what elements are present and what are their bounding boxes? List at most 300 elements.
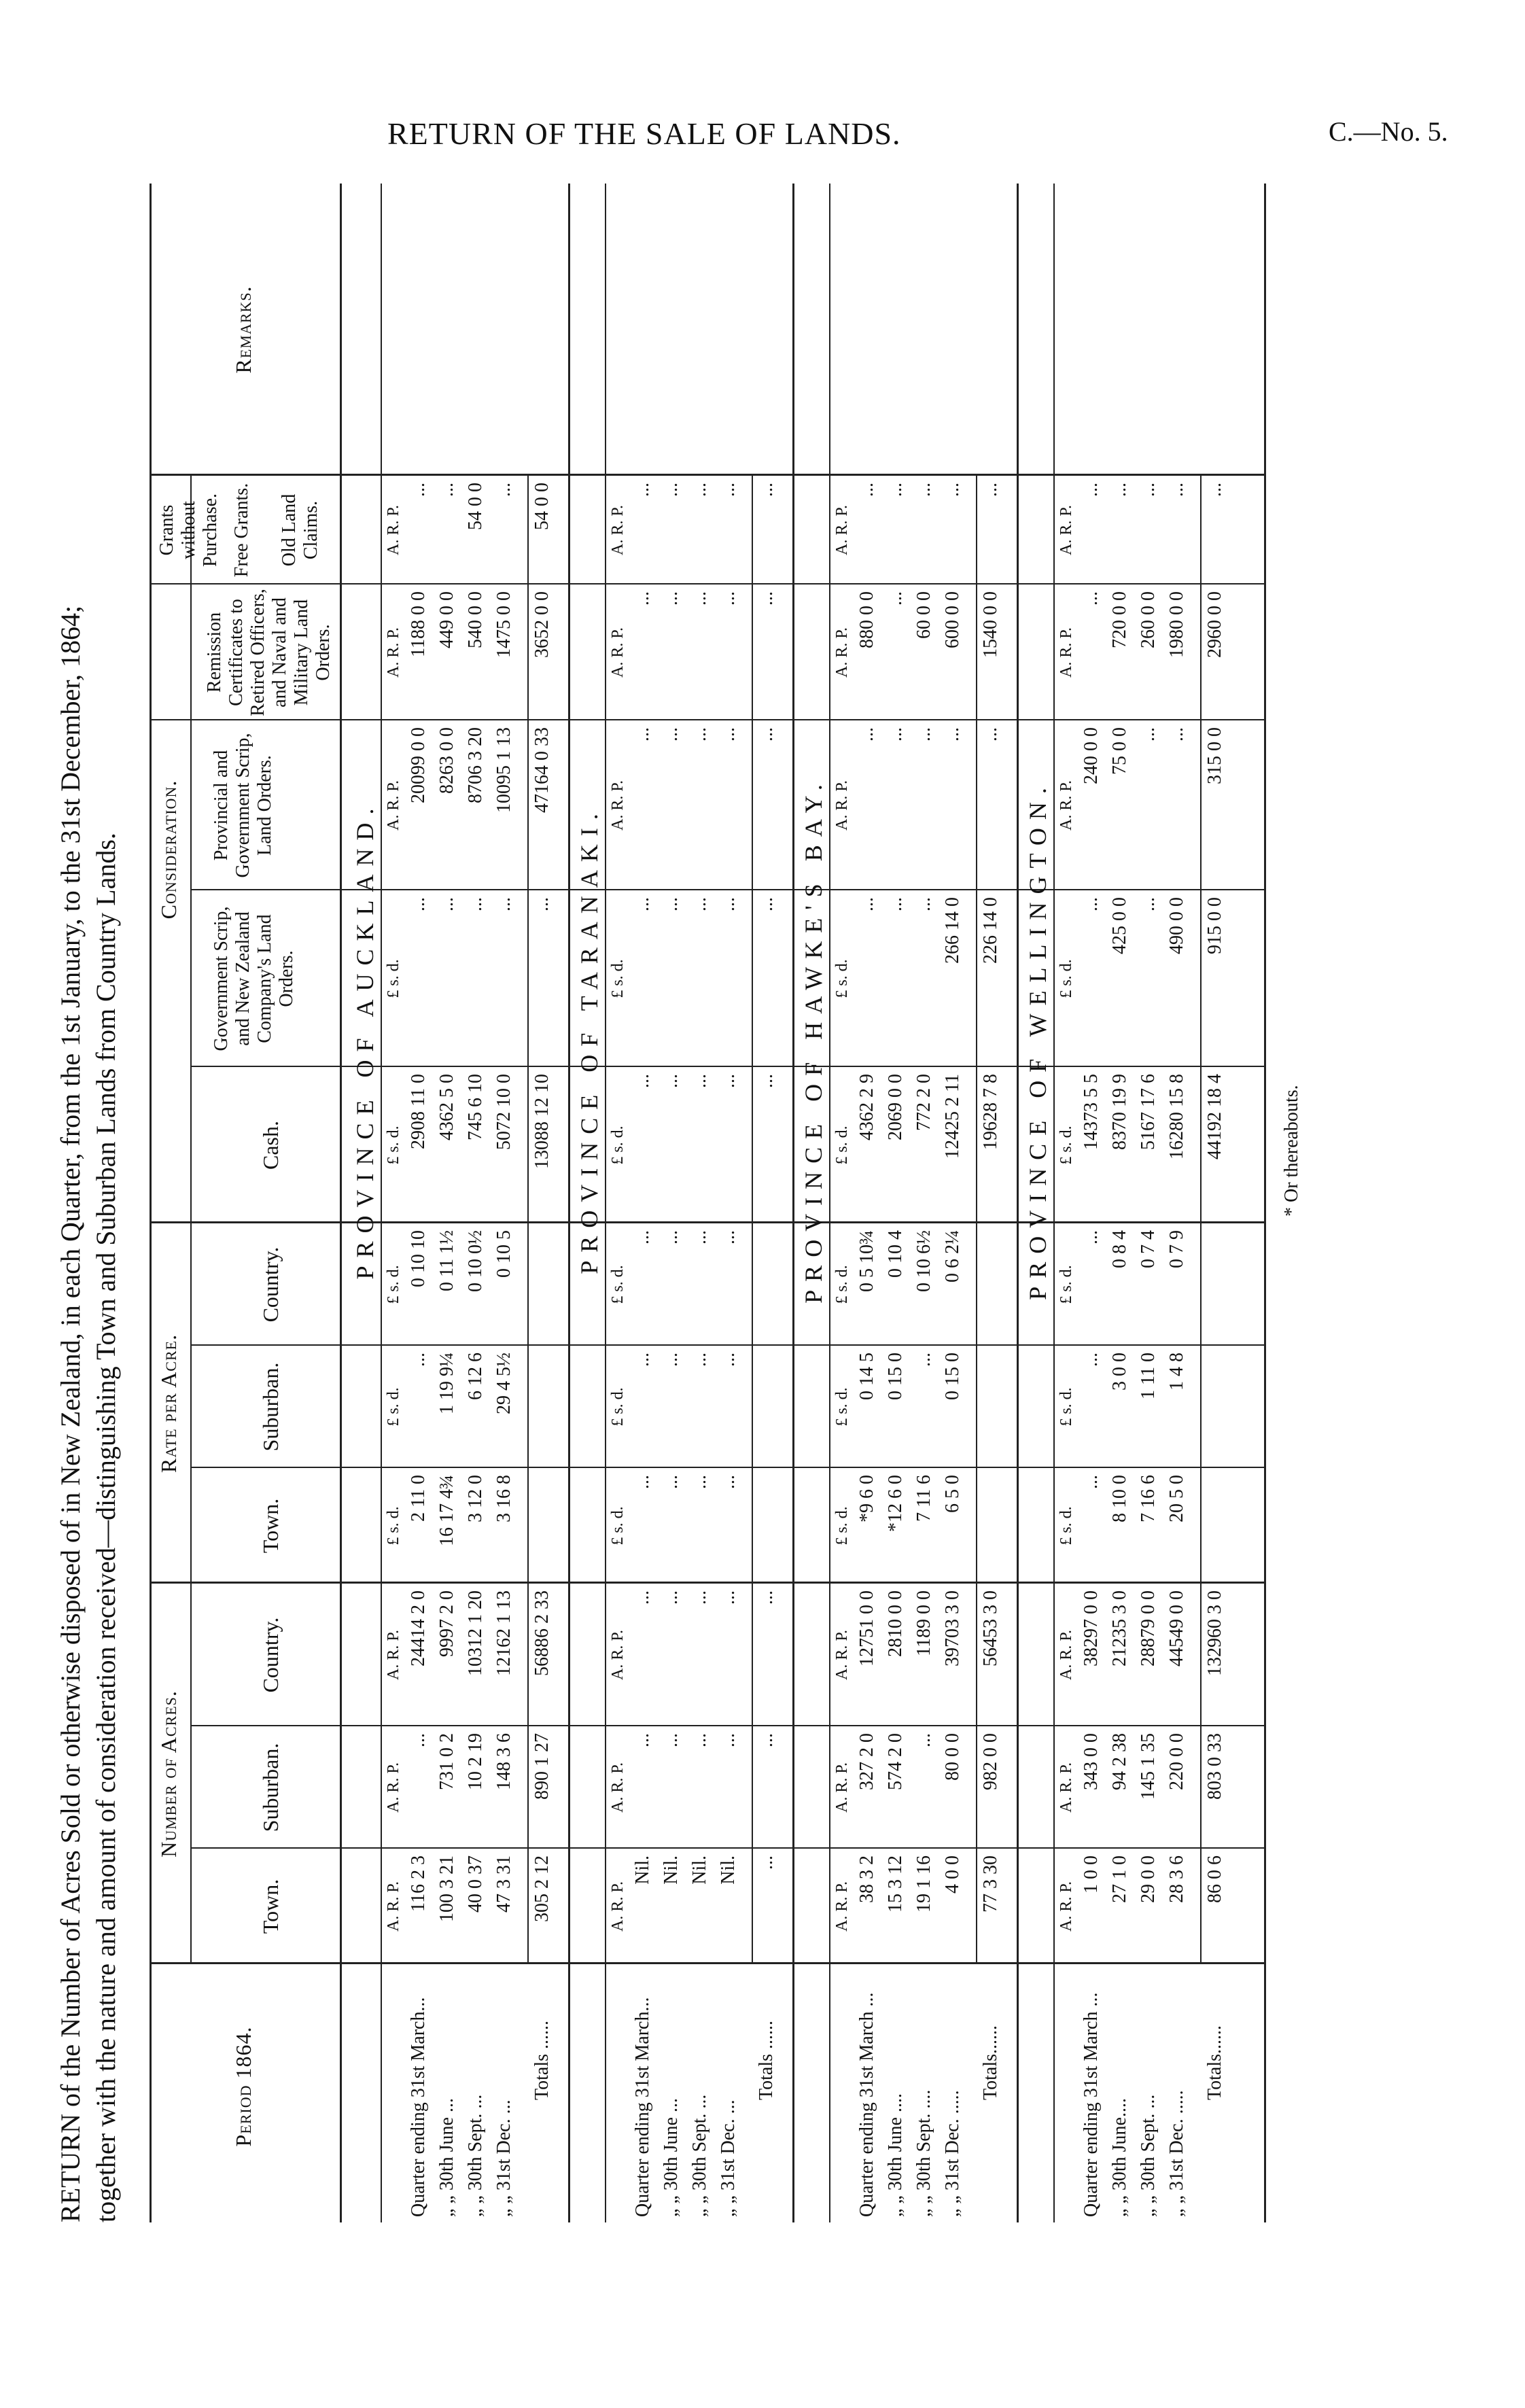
unit-header: £ s. d. [609,1126,627,1165]
province-banner-rule [1053,184,1055,2222]
totals-cell: 54 0 0 [531,483,553,530]
col-rate-suburban: Suburban. [258,1362,283,1452]
period-label: Quarter ending 31st March... [408,1997,429,2217]
table-cell: 1 11 0 [1138,1353,1159,1399]
table-cell: 260 0 0 [1138,591,1159,648]
table-cell: ... [718,1230,739,1244]
period-label: „ „ 30th Sept. .... [913,2089,934,2217]
table-cell: ... [632,1353,653,1367]
table-cell: ... [632,1590,653,1605]
table-cell: 3 0 0 [1109,1353,1130,1391]
table-cell: ... [493,897,514,911]
table-cell: 148 3 6 [493,1733,514,1790]
table-cell: ... [913,897,934,911]
totals-cell: 86 0 6 [1204,1855,1225,1903]
totals-rule [752,476,753,1964]
table-cell: 0 6 2¼ [942,1230,963,1282]
table-cell: 4 0 0 [942,1855,963,1894]
table-cell: 94 2 38 [1109,1733,1130,1790]
table-cell: 100 3 21 [436,1855,457,1922]
unit-header: A. R. P. [385,780,402,831]
table-cell: 0 7 9 [1166,1230,1187,1268]
unit-header: A. R. P. [1057,780,1075,831]
totals-cell: 56886 2 33 [531,1590,553,1676]
table-cell: 720 0 0 [1109,591,1130,648]
province-banner: PROVINCE OF TARANAKI. [576,805,603,1274]
col-period: Period 1864. [231,2026,256,2147]
col-number-of-acres: Number of Acres. [156,1690,181,1857]
table-cell: ... [632,483,653,497]
table-cell: Nil. [632,1855,653,1885]
table-cell: 5167 17 6 [1138,1074,1159,1150]
totals-label: Totals ...... [756,2020,777,2100]
totals-cell: ... [1204,483,1225,497]
totals-cell: 305 2 12 [531,1855,553,1922]
unit-header: A. R. P. [833,504,851,556]
rule-rate-country [150,1221,1264,1223]
table-cell: 540 0 0 [465,591,486,648]
table-cell: ... [1166,483,1187,497]
rule-acres-sub [190,1584,192,1964]
table-cell: ... [885,483,906,497]
col-cash: Cash. [258,1121,283,1170]
unit-header: £ s. d. [1057,1265,1075,1304]
table-cell: ... [408,1733,429,1747]
table-cell: 116 2 3 [408,1855,429,1912]
unit-header: A. R. P. [385,627,402,678]
table-cell: ... [718,1475,739,1489]
table-cell: 3 16 8 [493,1475,514,1522]
table-top-rule [150,184,152,2222]
period-label: „ „ 30th Sept. ... [465,2094,486,2217]
table-cell: 20099 0 0 [408,727,429,803]
totals-cell: ... [531,897,553,911]
table-cell: 9997 2 0 [436,1590,457,1657]
table-cell: ... [689,1353,710,1367]
totals-label: Totals ...... [531,2020,553,2100]
province-banner-rule [829,184,830,2222]
table-cell: 490 0 0 [1166,897,1187,954]
table-cell: 0 5 10¾ [856,1230,877,1292]
rule-remission [150,583,1264,584]
rule-consideration-sub [190,476,192,1223]
col-rate-town: Town. [258,1498,283,1554]
table-cell: 12751 0 0 [856,1590,877,1667]
totals-cell: 3652 0 0 [531,591,553,658]
table-cell: ... [661,1590,682,1605]
province-banner: PROVINCE OF AUCKLAND. [351,800,379,1280]
totals-cell: 1540 0 0 [980,591,1001,658]
table-cell: 12162 1 13 [493,1590,514,1676]
totals-cell: 803 0 33 [1204,1733,1225,1800]
col-govt-scrip-nz: Government Scrip, and New Zealand Company's Land Orders. [211,906,297,1051]
table-cell: ... [689,1230,710,1244]
period-label: „ „ 30th June ... [436,2098,457,2217]
table-cell: ... [1109,483,1130,497]
table-cell: ... [1138,483,1159,497]
table-cell: ... [913,1353,934,1367]
table-cell: ... [436,897,457,911]
unit-header: £ s. d. [609,1387,627,1427]
table-cell: 425 0 0 [1109,897,1130,954]
table-cell: ... [913,483,934,497]
unit-header: £ s. d. [385,959,402,998]
totals-cell: ... [980,727,1001,741]
col-rate-per-acre: Rate per Acre. [156,1333,181,1473]
unit-header: A. R. P. [833,1762,851,1813]
table-cell: 28879 0 0 [1138,1590,1159,1667]
table-cell: 1475 0 0 [493,591,514,658]
table-cell: ... [885,727,906,741]
province-banner: PROVINCE OF HAWKE'S BAY. [800,776,827,1304]
table-cell: 15 3 12 [885,1855,906,1913]
table-cell: ... [493,483,514,497]
rule-rate-sub [190,1223,192,1584]
totals-label: Totals...... [1204,2025,1225,2100]
table-cell: ... [661,727,682,741]
period-label: „ „ 30th Sept. ... [689,2094,710,2217]
col-old-land-claims: Old Land Claims. [279,493,321,567]
table-cell: 80 0 0 [942,1733,963,1781]
table-cell: ... [632,1733,653,1747]
table-cell: ... [661,1733,682,1747]
header-bottom-rule [340,184,342,2222]
rule-provincial-scrip [150,719,1264,720]
table-cell: 38297 0 0 [1081,1590,1102,1667]
totals-rule [527,476,529,1964]
table-cell: 10312 1 20 [465,1590,486,1676]
col-provincial-scrip: Provincial and Government Scrip, Land Orders. [211,733,275,878]
table-cell: ... [661,1353,682,1367]
table-cell: ... [689,483,710,497]
table-cell: ... [913,1733,934,1747]
table-cell: ... [885,897,906,911]
unit-header: £ s. d. [609,959,627,998]
period-label: „ „ 31st Dec. ... [493,2099,514,2217]
table-cell: ... [661,591,682,606]
unit-header: £ s. d. [609,1506,627,1546]
table-cell: Nil. [718,1855,739,1885]
table-cell: ... [436,483,457,497]
table-cell: 40 0 37 [465,1855,486,1913]
unit-header: £ s. d. [1057,1126,1075,1165]
table-cell: 8 10 0 [1109,1475,1130,1522]
table-cell: ... [718,483,739,497]
unit-header: £ s. d. [385,1265,402,1304]
section-divider [792,184,794,2222]
table-cell: 0 10 6½ [913,1230,934,1292]
table-cell: 1 0 0 [1081,1855,1102,1894]
unit-header: £ s. d. [1057,1506,1075,1546]
unit-header: £ s. d. [833,1265,851,1304]
totals-cell: 13088 12 10 [531,1074,553,1169]
col-remission: Remission Certificates to Retired Officers, and Naval and Military Land Orders. [204,589,334,716]
unit-header: A. R. P. [609,1762,627,1813]
table-cell: 880 0 0 [856,591,877,648]
table-cell: Nil. [689,1855,710,1885]
table-cell: 16 17 4¾ [436,1475,457,1546]
table-cell: 600 0 0 [942,591,963,648]
table-cell: ... [942,727,963,741]
table-cell: 60 0 0 [913,591,934,639]
col-remarks: Remarks. [231,285,256,374]
table-cell: 2908 11 0 [408,1074,429,1149]
table-cell: 145 1 35 [1138,1733,1159,1800]
table-cell: 38 3 2 [856,1855,877,1903]
table-cell: 7 11 6 [913,1475,934,1522]
totals-cell: 226 14 0 [980,897,1001,964]
table-cell: ... [408,483,429,497]
table-cell: ... [856,483,877,497]
table-cell: ... [408,897,429,911]
table-bottom-rule [1264,184,1266,2222]
rule-acres-country [150,1582,1264,1584]
unit-header: A. R. P. [833,627,851,678]
col-acres-suburban: Suburban. [258,1743,283,1832]
table-cell: ... [689,1475,710,1489]
period-label: „ „ 31st Dec. ..... [942,2090,963,2217]
rule-grants [150,474,1264,476]
totals-cell: 44192 18 4 [1204,1074,1225,1159]
unit-header: A. R. P. [833,780,851,831]
table-cell: 745 6 10 [465,1074,486,1140]
unit-header: A. R. P. [385,504,402,556]
unit-header: A. R. P. [385,1881,402,1932]
table-cell: 75 0 0 [1109,727,1130,775]
totals-cell: 47164 0 33 [531,727,553,813]
unit-header: £ s. d. [609,1265,627,1304]
table-cell: 29 4 5½ [493,1353,514,1414]
period-label: Quarter ending 31st March ... [1081,1992,1102,2217]
table-cell: ... [1081,483,1102,497]
table-cell: ... [1081,897,1102,911]
table-cell: 4362 2 9 [856,1074,877,1140]
table-cell: 8370 19 9 [1109,1074,1130,1150]
table-cell: 343 0 0 [1081,1733,1102,1790]
table-cell: 6 5 0 [942,1475,963,1513]
table-cell: 54 0 0 [465,483,486,530]
table-cell: 19 1 16 [913,1855,934,1913]
table-cell: ... [885,591,906,606]
table-cell: 731 0 2 [436,1733,457,1790]
table-cell: *12 6 0 [885,1475,906,1532]
table-cell: ... [689,1733,710,1747]
unit-header: A. R. P. [1057,1762,1075,1813]
totals-cell: 315 0 0 [1204,727,1225,784]
unit-header: £ s. d. [833,959,851,998]
totals-cell: ... [756,591,777,606]
table-cell: ... [718,1353,739,1367]
table-cell: ... [689,897,710,911]
totals-label: Totals...... [980,2025,1001,2100]
period-label: „ „ 30th June .... [885,2093,906,2217]
col-rate-country: Country. [258,1246,283,1323]
table-cell: ... [856,897,877,911]
table-cell: 220 0 0 [1166,1733,1187,1790]
province-banner-rule [605,184,606,2222]
period-label: „ „ 30th June.... [1109,2098,1130,2217]
unit-header: £ s. d. [385,1387,402,1427]
table-cell: ... [661,1074,682,1088]
rotated-table [54,184,1312,2222]
table-cell: 7 16 6 [1138,1475,1159,1522]
table-cell: 12425 2 11 [942,1074,963,1159]
table-cell: ... [1138,897,1159,911]
table-cell: ... [465,897,486,911]
table-cell: 574 2 0 [885,1733,906,1790]
table-cell: ... [689,727,710,741]
unit-header: £ s. d. [1057,959,1075,998]
totals-cell: ... [980,483,1001,497]
table-cell: ... [661,897,682,911]
totals-cell: ... [756,1590,777,1605]
table-cell: 327 2 0 [856,1733,877,1790]
table-cell: ... [408,1353,429,1367]
table-cell: 2069 0 0 [885,1074,906,1140]
table-cell: 8706 3 20 [465,727,486,803]
totals-rule [1200,476,1202,1964]
table-cell: 29 0 0 [1138,1855,1159,1903]
table-cell: ... [661,483,682,497]
province-banner-rule [381,184,382,2222]
table-cell: 449 0 0 [436,591,457,648]
table-cell: ... [1081,1353,1102,1367]
table-cell: ... [913,727,934,741]
unit-header: A. R. P. [609,1629,627,1681]
table-cell: 0 10 10 [408,1230,429,1287]
table-cell: 21235 3 0 [1109,1590,1130,1667]
table-cell: 0 10 5 [493,1230,514,1278]
table-cell: 0 15 0 [885,1353,906,1400]
table-cell: 2 11 0 [408,1475,429,1522]
table-cell: 1 19 9¼ [436,1353,457,1414]
unit-header: A. R. P. [833,1881,851,1932]
table-cell: 1 4 8 [1166,1353,1187,1391]
unit-header: A. R. P. [385,1629,402,1681]
table-cell: 0 8 4 [1109,1230,1130,1268]
totals-cell: ... [756,1733,777,1747]
table-cell: 39703 3 0 [942,1590,963,1667]
table-cell: 4362 5 0 [436,1074,457,1140]
table-cell: ... [718,1074,739,1088]
table-cell: 10 2 19 [465,1733,486,1790]
table-cell: ... [718,727,739,741]
table-cell: 47 3 31 [493,1855,514,1913]
table-cell: ... [718,1590,739,1605]
table-cell: 27 1 0 [1109,1855,1130,1903]
unit-header: A. R. P. [609,627,627,678]
table-cell: 14373 5 5 [1081,1074,1102,1150]
table-cell: 772 2 0 [913,1074,934,1131]
unit-header: A. R. P. [609,504,627,556]
table-cell: 1189 0 0 [913,1590,934,1656]
table-cell: 240 0 0 [1081,727,1102,784]
table-cell: 266 14 0 [942,897,963,964]
table-cell: 3 12 0 [465,1475,486,1522]
period-label: „ „ 31st Dec. ..... [1166,2090,1187,2217]
totals-cell: 982 0 0 [980,1733,1001,1790]
page-title: RETURN OF THE SALE OF LANDS. [387,116,901,151]
totals-cell: 19628 7 8 [980,1074,1001,1150]
period-label: Quarter ending 31st March... [632,1997,653,2217]
col-free-grants: Free Grants. [231,483,252,578]
table-cell: 5072 10 0 [493,1074,514,1150]
unit-header: A. R. P. [609,780,627,831]
caption-line-1: RETURN of the Number of Acres Sold or otherwise disposed of in New Zealand, in each Quarter, from the 1st January, to the 31st December, 1864; [55,605,86,2222]
unit-header: £ s. d. [385,1506,402,1546]
table-cell: 0 14 5 [856,1353,877,1400]
table-cell: 0 10 4 [885,1230,906,1278]
table-cell: ... [1081,1230,1102,1244]
totals-cell: 132960 3 0 [1204,1590,1225,1676]
table-cell: ... [856,727,877,741]
table-cell: ... [661,1230,682,1244]
totals-cell: 56453 3 0 [980,1590,1001,1667]
totals-cell: ... [756,897,777,911]
table-cell: 2810 0 0 [885,1590,906,1657]
table-cell: ... [1138,727,1159,741]
table-cell: ... [689,1590,710,1605]
unit-header: A. R. P. [385,1762,402,1813]
province-banner: PROVINCE OF WELLINGTON. [1024,780,1051,1300]
period-label: „ „ 31st Dec. ... [718,2099,739,2217]
table-cell: 0 10 0½ [465,1230,486,1292]
totals-cell: ... [756,727,777,741]
unit-header: A. R. P. [609,1881,627,1932]
table-cell: ... [942,483,963,497]
table-cell: ... [632,591,653,606]
footnote: * Or thereabouts. [1281,1085,1302,1217]
unit-header: A. R. P. [1057,504,1075,556]
col-acres-town: Town. [258,1879,283,1934]
period-label: „ „ 30th Sept. ... [1138,2094,1159,2217]
totals-cell: 915 0 0 [1204,897,1225,954]
table-cell: 16280 15 8 [1166,1074,1187,1159]
totals-cell: 77 3 30 [980,1855,1001,1913]
col-grants: Grants without Purchase. [156,493,221,568]
section-divider [568,184,570,2222]
table-cell: ... [1081,1475,1102,1489]
col-consideration: Consideration. [156,780,181,920]
table-cell: 6 12 6 [465,1353,486,1400]
table-cell: ... [632,897,653,911]
table-cell: 44549 0 0 [1166,1590,1187,1667]
table-cell: 1188 0 0 [408,591,429,657]
section-divider [1017,184,1019,2222]
table-cell: 0 15 0 [942,1353,963,1400]
table-cell: ... [1081,591,1102,606]
table-cell: ... [689,1074,710,1088]
table-cell: 24414 2 0 [408,1590,429,1667]
totals-cell: ... [756,483,777,497]
period-label: Quarter ending 31st March ... [856,1992,877,2217]
table-cell: ... [689,591,710,606]
table-cell: 1980 0 0 [1166,591,1187,658]
table-cell: ... [718,897,739,911]
caption-line-2: together with the nature and amount of consideration received—distinguishing Town and Suburban Lands from Country Lands. [90,833,121,2222]
unit-header: £ s. d. [833,1387,851,1427]
totals-cell: 2960 0 0 [1204,591,1225,658]
unit-header: A. R. P. [1057,1629,1075,1681]
totals-rule [976,476,977,1964]
table-cell: 20 5 0 [1166,1475,1187,1522]
unit-header: £ s. d. [833,1126,851,1165]
col-acres-country: Country. [258,1617,283,1693]
table-cell: ... [718,591,739,606]
table-cell: ... [718,1733,739,1747]
table-cell: 10095 1 13 [493,727,514,813]
unit-header: £ s. d. [1057,1387,1075,1427]
